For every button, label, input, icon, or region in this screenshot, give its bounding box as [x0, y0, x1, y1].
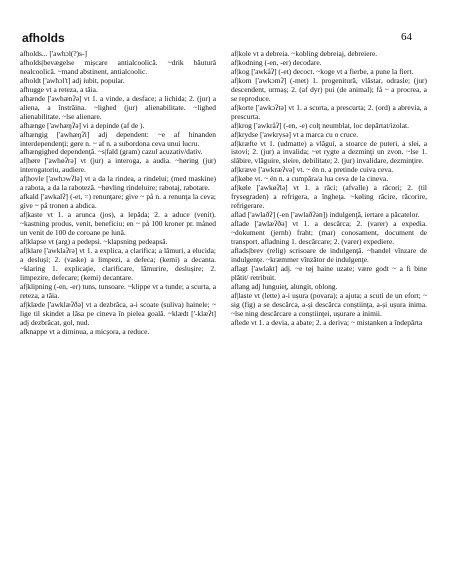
- entry: afhugge vt a reteza, a tăia.: [20, 84, 98, 94]
- entry: afholds|bevægelse mișcare antialcoolică. ~drik băutură nealcoolică. ~mand abstinent, antialcoolic.: [20, 57, 216, 76]
- entry: afhængighed dependenţă. ~s|fald (gram) cazul acuzativ/dativ.: [20, 147, 203, 157]
- entry: aflagt ['awlakt] adj. ~e tøj haine uzate; være godt ~ a fi bine plătit/ retribuit.: [231, 263, 427, 282]
- entry: af|korte ['awkɔʔtə] vt 1. a scurta, a prescurta; 2. (ord) a abrevia, a prescurta.: [231, 102, 427, 121]
- entry: af|klæde ['awklæʔðə] vt a dezbrăca, a-i scoate (suliva) hainele; ~ lige til skindet a lăsa pe cineva în pielea goală. ~klædt ['-klæʔt] adj dezbrăcat, gol, nud.: [20, 299, 216, 327]
- entry: afholds... ['awhɔl(?)s-]: [20, 49, 88, 58]
- left-column: [20, 50, 216, 337]
- entry: af|klipning (-en, -er) tuns, tunsoare. ~klippe vt a tunde; a scurta, a reteza, a tăia.: [20, 281, 216, 300]
- entry: aflade ['awlæʔðə] vt 1. a descărca; 2. (varer) a expedia. ~dokument (jernb) fraht; (mar) conosament, document de transport. afladning 1. descărcare; 2. (varer) expediere.: [231, 219, 427, 247]
- entry: af|købe vt. ~ én n. a cumpăra/a lua ceva de la cineva.: [231, 174, 389, 184]
- entry: afholdt ['awhɔl't] adj iubit, popular.: [20, 75, 125, 85]
- right-column: [231, 50, 427, 328]
- entry: afhænde ['awhænʔə] vt 1. a vinde, a desface; a lichida; 2. (jur) a aliena, a înstrăina. ~lighed (jur) alienabilitate. ~lighed alienabilitate. ~lse alienare.: [20, 93, 216, 121]
- entry: af|krog ['awkråʔ] (-en, -e) colţ neumblat, loc depărtat/izolat.: [231, 120, 409, 130]
- page-number: 64: [401, 31, 412, 43]
- entry: af|kaste vt 1. a arunca (jos), a lepăda; 2. a aduce (venit). ~kastning produs, venit, beneficiu; en ~ på 100 kroner pr. måned un venit de 100 de coroane pe lună.: [20, 210, 216, 238]
- entry: afkald ['awkalʔ] (-et, =) renunţare; give ~ på n. a renunţa la ceva; give ~ på tronen a abdica.: [20, 192, 216, 211]
- entry: afknappe vt a diminua, a micșora, a reduce.: [20, 326, 150, 336]
- entry: af|kog ['awkåʔ] (-et) decoct. ~koge vt a fierbe, a pune la fiert.: [231, 66, 414, 76]
- entry: af|krydse ['awkrysə] vt a marca cu o cruce.: [231, 129, 359, 139]
- entry: af|klapse vt (arg) a pedepsi. ~klapsning pedeapsă.: [20, 237, 168, 247]
- entry: afhængig ['awhæŋʔi] adj dependent: ~e af hinanden interdependenţi; gøre n. ~ af n. a subordona ceva unui lucru.: [20, 129, 216, 148]
- entry: aflads|brev (relig) scrisoare de indulgenţă. ~handel vînzare de indulgenţe. ~kræmmer vînzător de indulgenţe.: [231, 245, 427, 264]
- running-headword: afholds: [22, 31, 65, 45]
- entry: aflede vt 1. a devia, a abate; 2. a deriva; ~ mistanken a îndepărta: [231, 317, 423, 327]
- entry: af|kodning (-en, -er) decodare.: [231, 57, 322, 67]
- entry: af|kræve ['awkræʔvə] vt. ~ én n. a pretinde cuiva ceva.: [231, 165, 394, 175]
- entry: af|høre ['awhøʔrə] vt (jur) a interoga, a audia. ~høring (jur) interogatoriu, audiere.: [20, 156, 216, 175]
- entry: aflang adj lunguieţ, alungit, oblong.: [231, 281, 338, 291]
- entry: af|kræfte vt 1. (udmatte) a vlăguí, a stoarce de puteri, a slei, a istovi; 2. (jur) a invalida; ~et rygte a dezminţi un zvon. ~lse 1. slăbire, vlăguire, sleire, debilitate; 2. (jur) invalidare, dezminţire.: [231, 138, 427, 166]
- entry: af|køle ['awkøʔlə] vt 1. a răci; (afvalle) a răcori; 2. (til frysegraden) a refrigera, a îngheţa. ~køling răcire, răcorire, refrigerare.: [231, 183, 427, 211]
- entry: af|hovle ['awhɔwʔlə] vt a da la rindea, a rindelui; (med maskine) a rabota, a da la raboteză. ~høvling rindeluire; rabotaj, rabotare.: [20, 174, 216, 193]
- entry: af|kole vt a debreia. ~kobling debreiaj, debreiere.: [231, 49, 378, 58]
- entry: af|laste vt (lette) a-i ușura (povara); a ajuta; a scuti de un efort; ~ sig (fig) a se descărca, a-și descărca conștiinţa, a-și ușura inima. ~lse ning descărcare a conștiinţei, ușurare a inimii.: [231, 290, 427, 318]
- entry: afhænge ['awhæŋʔə] vi a depinde (af de ).: [20, 120, 145, 130]
- entry: af|klare ['awklaʔrə] vt 1. a explica, a clarifica; a lămuri, a elucida; a deslușí; 2. (vaske) a limpezi, a defeca; (kemi) a decanta. ~klaring 1. explicaţie, clarificare, lămurire, deslușire; 2. limpezire, defecare; (kemi) decantare.: [20, 245, 216, 282]
- entry: af|kom ['awkɔmʔ] (-met) 1. progenitură, vlăstar, odrasle; (jur) descendent, urmaș; 2. (af dyr) pui (de animal); få ~ a procrea, a se reproduce.: [231, 75, 427, 103]
- entry: aflad ['awlaðʔ] (-en ['awlaðʔən]) indulgenţă, iertare a păcatelor.: [231, 210, 420, 220]
